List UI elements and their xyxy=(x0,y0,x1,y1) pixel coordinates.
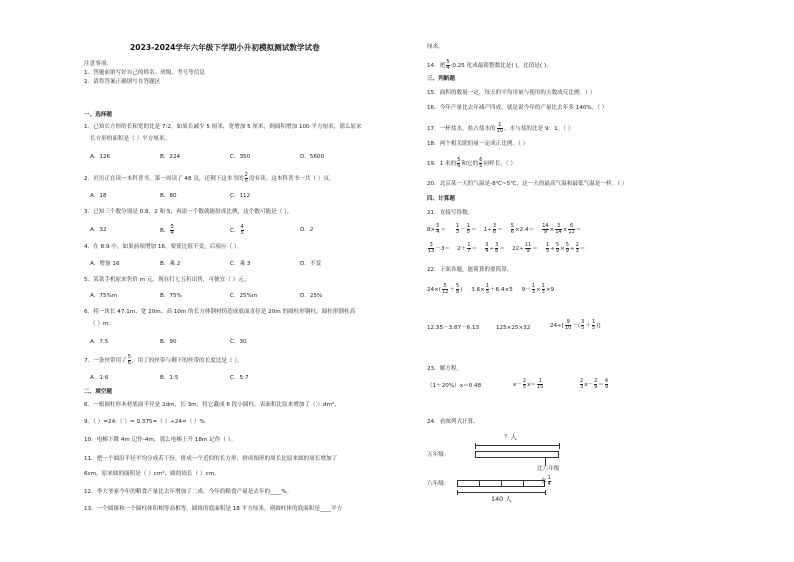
option: C．112 xyxy=(230,193,251,199)
grade-five-label: 五年级： xyxy=(427,452,450,458)
option: A．增加 16 xyxy=(90,261,120,267)
question-18: 18．两个相关联的量一定成正比例。（ ） xyxy=(427,141,529,147)
question-2: 2．贝贝正在读一本科普书，第一周读了 48 页，还剩下这本书的 $\frac{2}{5}$ 没有读。这本科普书一共（ ）页。 xyxy=(84,172,335,184)
section-heading-calc: 四、计算题 xyxy=(427,196,455,202)
question-20: 20．北京某一天的气温是-8℃~5℃，这一天的最高气温和最低气温是一样。（ ） xyxy=(427,181,628,187)
option: B．90 xyxy=(160,339,177,345)
option: A．7.5 xyxy=(90,339,109,345)
grade-five-bar xyxy=(475,451,559,458)
question-9: 9．（ ）=24:（ ）= 0.375=（ ）÷24=（ ）% xyxy=(84,419,205,425)
question-6-cont: （ ）m。 xyxy=(90,321,115,327)
equation: $\frac{2}{3}$ x－ $\frac{2}{9}$ ＝ $\frac{4}{9}$ xyxy=(580,378,609,390)
option: C．5:7 xyxy=(230,375,249,381)
question-24: 24．看图列式计算。 xyxy=(427,419,479,425)
question-15: 15．面积的数量一定，每天的平均用量与使用的天数成反比例。（ ） xyxy=(427,90,596,96)
diagram-total-label: 140 人 xyxy=(491,495,512,503)
option: C． $\frac{4}{5}$ xyxy=(230,224,244,236)
question-17: 17．一杯盐水，盐占盐水的 $\frac{1}{10}$ ，水与盐的比是 9：1。（ ） xyxy=(427,122,574,134)
option: D．25% xyxy=(300,293,323,299)
equation: x－ $\frac{2}{5}$ x＝ $\frac{1}{15}$ xyxy=(513,378,544,390)
question-14: 14．把 $\frac{5}{4}$ :0.25 化成最简整数比是( )，比值是( )。 xyxy=(427,59,552,71)
option: A．32 xyxy=(90,227,107,233)
question-23: 23．解方程。 xyxy=(427,366,463,372)
question-16: 16．今年产量比去年减产四成，就是说今年的产量比去年多 140%。（ ） xyxy=(427,105,608,111)
grade-six-label: 六年级： xyxy=(427,481,450,487)
section-heading-choice: 一、选择题 xyxy=(84,112,112,118)
simplify-item: 125×25×32 xyxy=(496,325,531,331)
notice-item: 1．答题前填写好自己的姓名、班级、考号等信息 xyxy=(84,70,206,76)
option: A．75%m xyxy=(90,293,118,299)
question-1: 1．已知长方形的长和宽的比是 7:2，如果长减少 5 厘米，宽增加 5 厘米，则面积增加 100 平方厘米，那么原来 xyxy=(84,124,362,130)
question-21: 21．直接写得数。 xyxy=(427,210,474,216)
comparison-note: 比六年级 xyxy=(537,466,560,472)
question-1-cont: 长方形的面积是（ ）平方厘米。 xyxy=(90,136,171,142)
bar-diagram xyxy=(427,432,627,512)
simplify-item: 24÷[ $\frac{9}{10}$ －( $\frac{3}{5}$ ＋ $\frac{1}{5}$ )] xyxy=(550,319,601,331)
diagram-unknown-label: ？人 xyxy=(504,433,517,441)
more-fraction: 多 $\frac{1}{4}$ xyxy=(541,475,551,487)
option: C．乘 3 xyxy=(230,261,251,267)
section-heading-judge: 三、判断题 xyxy=(427,76,455,82)
question-4: 4．在 8:9 中，如果前项增加 16，要使比值不变，后项应（ ）。 xyxy=(84,244,243,250)
option: C．25%m xyxy=(230,293,258,299)
simplify-item: 12.35－3.87－6.13 xyxy=(427,325,480,331)
section-heading-fill: 二、填空题 xyxy=(84,389,112,395)
option: D．5600 xyxy=(300,154,325,160)
option: B．80 xyxy=(160,193,177,199)
option: C．30 xyxy=(230,339,247,345)
question-5: 5．某款手机原来售价 m 元，现在打七五折出售，可便宜（ ）元。 xyxy=(84,277,250,283)
notice-heading: 注意事项： xyxy=(84,61,112,67)
option: D．2 xyxy=(300,227,314,233)
oral-calc-row: 8× $\frac{5}{4}$ ＝ $\frac{1}{3}$ － $\frac{1}{5}$ ＝ 1÷ $\frac{3}{8}$ ＝ $\frac{5}{6}$ ×2.4＝ $\frac{14}{9}$ × $\frac{3}{14}$ × $\frac{6}{11}$ ＝ xyxy=(427,223,582,235)
question-12: 12．李大爷家今年的粮食产量比去年增加了二成，今年的粮食产量是去年的____%。 xyxy=(84,489,293,495)
question-13: 13．一个圆锥和一个圆柱体积相等高相等，圆锥的底面积是 18 平方厘米，则圆柱体的底面积是____平方 xyxy=(84,506,343,512)
question-13-end: 厘米。 xyxy=(427,44,444,50)
option: B．75% xyxy=(160,293,182,299)
question-19: 19．1 米的 $\frac{5}{6}$ 和它的 $\frac{6}{5}$ 同样长。（ ） xyxy=(427,157,516,169)
option: A．18 xyxy=(90,193,107,199)
notice-item: 2．请将答案正确填写在答题区 xyxy=(84,79,161,85)
question-3: 3．已知三个数分别是 0.8，2 和 5，再添一个数就能组成比例，这个数可能是（ ）。 xyxy=(84,209,293,215)
question-8: 8．一根圆柱形木材底面半径是 2dm，长 3m，将它截成 6 段小圆柱，表面积比原来增加了（ ）dm²。 xyxy=(84,402,340,408)
option: D．不变 xyxy=(300,261,322,267)
question-6: 6．将一块长 47.1m、宽 20m、高 10m 的长方体钢材铸造成底面直径是 20m 的圆柱形钢柱，圆柱形钢柱高 xyxy=(84,309,356,315)
option: C．350 xyxy=(230,154,251,160)
option: B．224 xyxy=(160,154,181,160)
question-11: 11．把一个圆沿半径平均分成若干份，拼成一个近似的长方形，拼成图形的周长比原来圆的周长增加了 xyxy=(84,456,338,462)
option: B．1:5 xyxy=(160,375,179,381)
simplify-row: 24×( $\frac{5}{12}$ ＋ $\frac{5}{8}$ ) 3.6× $\frac{1}{5}$ ＋6.4×5 9－ $\frac{1}{3}$ × $\frac{1}{3}$ ×9 xyxy=(427,283,555,295)
oral-calc-row: $\frac{3}{13}$ －3＝ 2＋ $\frac{1}{7}$ ＝ $\frac{3}{4}$ ÷ $\frac{3}{8}$ ＝ 22÷ $\frac{11}{9}$ ＝ $\frac{1}{5}$ ÷ $\frac{5}{9}$ × $\frac{5}{9}$ ÷ $\frac{2}{3}$ ＝ xyxy=(428,242,586,254)
fraction: $\frac{2}{5}$ xyxy=(244,172,248,184)
question-22: 22．下面各题，能简算的要简算。 xyxy=(427,267,513,273)
option: A．1:6 xyxy=(90,375,109,381)
equation: （1＋20%）x＝0.48 xyxy=(427,383,482,389)
question-7: 7．一条丝带用了 $\frac{5}{6}$ ，用了的丝带与剩下的丝带的长度比是（ ）。 xyxy=(84,354,243,366)
option: B．乘 2 xyxy=(160,261,181,267)
page-title: 2023-2024学年六年级下学期小升初模拟测试数学试卷 xyxy=(130,43,320,52)
question-10: 10．电梯下降 4m 记作-4m，那么电梯上升 18m 记作（ ）。 xyxy=(84,437,237,443)
option: B． $\frac{5}{4}$ xyxy=(160,224,174,236)
option: A．126 xyxy=(90,154,111,160)
question-11-cont: 6cm，原来圆的面积是（ ）cm²，圆的周长（ ）cm。 xyxy=(84,471,220,477)
